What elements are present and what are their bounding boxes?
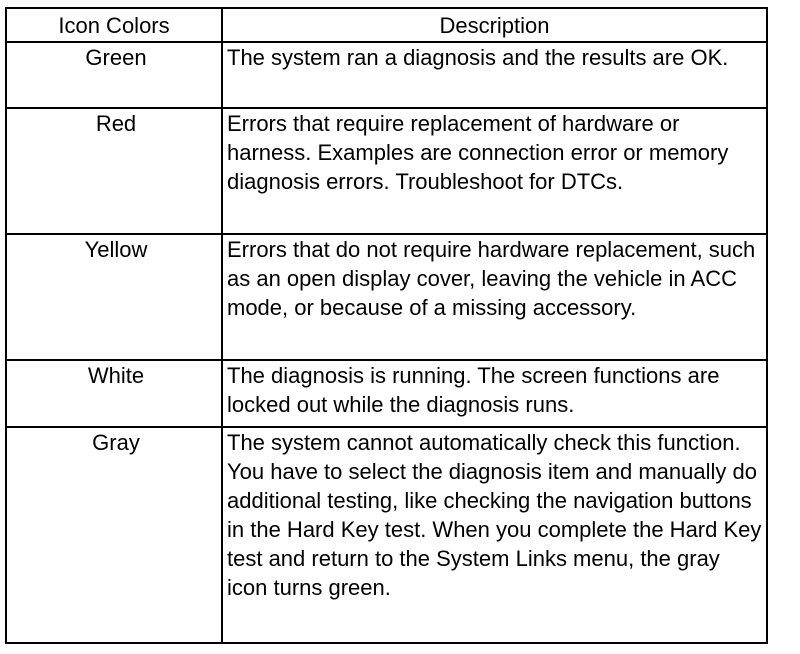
icon-color-cell: Red: [6, 108, 222, 234]
column-header-description: Description: [222, 8, 767, 42]
description-cell: The system cannot automatically check this function. You have to select the diagnosis item and manually do additional testing, like checking the navigation buttons in the Hard Key test. When you complete the Hard Key test and return to the System Links menu, the gray icon turns green.: [222, 427, 767, 643]
table-row: [6, 234, 767, 360]
icon-color-cell: Green: [6, 42, 222, 108]
table-row: [6, 427, 767, 643]
icon-color-cell: White: [6, 360, 222, 427]
description-cell: The diagnosis is running. The screen functions are locked out while the diagnosis runs.: [222, 360, 767, 427]
description-cell: Errors that require replacement of hardware or harness. Examples are connection error or memory diagnosis errors. Troubleshoot for DTCs.: [222, 108, 767, 234]
description-cell: The system ran a diagnosis and the results are OK.: [222, 42, 767, 108]
table-row: [6, 108, 767, 234]
table-row: [6, 42, 767, 108]
column-header-icon-colors: Icon Colors: [6, 8, 222, 42]
description-cell: Errors that do not require hardware replacement, such as an open display cover, leaving the vehicle in ACC mode, or because of a missing accessory.: [222, 234, 767, 360]
table-row: [6, 360, 767, 427]
icon-color-cell: Gray: [6, 427, 222, 643]
table-header-row: [6, 8, 767, 42]
icon-color-cell: Yellow: [6, 234, 222, 360]
icon-colors-table: [5, 7, 768, 644]
